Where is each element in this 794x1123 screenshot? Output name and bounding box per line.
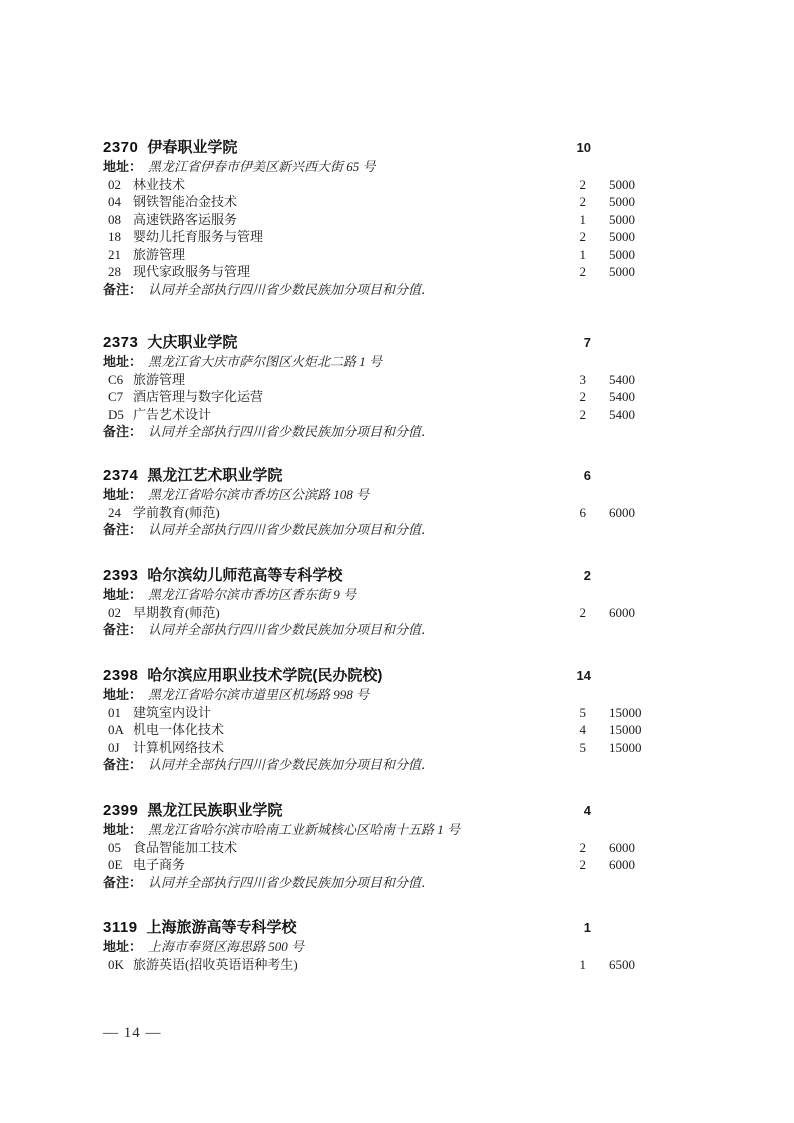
- remark-label: 备注：: [103, 874, 143, 890]
- major-quota: 2: [579, 176, 586, 192]
- address-row: [103, 938, 683, 956]
- remark-row: [103, 423, 683, 441]
- major-code: 02: [108, 176, 121, 192]
- major-quota: 2: [579, 194, 586, 209]
- address-label: 地址：: [103, 354, 143, 369]
- major-name: 广告艺术设计: [133, 406, 212, 422]
- school-address: 黑龙江省伊春市伊美区新兴西大街 65 号: [148, 159, 376, 174]
- school-total-quota: 10: [576, 140, 591, 155]
- school-address: 黑龙江省哈尔滨市道里区机场路 998 号: [148, 687, 370, 702]
- address-label: 地址：: [103, 587, 143, 602]
- major-row: [103, 956, 683, 974]
- school-total-quota: 2: [583, 568, 591, 583]
- school-name: 伊春职业学院: [147, 139, 238, 156]
- school-remark: 认同并全部执行四川省少数民族加分项目和分值．: [148, 281, 435, 297]
- school-block: [103, 566, 683, 639]
- major-row: [103, 721, 683, 739]
- remark-row: [103, 521, 683, 539]
- major-tuition: 5000: [609, 229, 635, 244]
- school-block: [103, 466, 683, 539]
- major-tuition: 5400: [609, 371, 635, 387]
- major-code: 04: [108, 194, 121, 209]
- school-total-quota: 7: [583, 335, 591, 350]
- address-label: 地址：: [103, 159, 143, 174]
- major-code: 18: [108, 229, 121, 244]
- school-header: [103, 801, 683, 821]
- major-row: [103, 406, 683, 424]
- school-name: 哈尔滨应用职业技术学院(民办院校): [147, 667, 383, 684]
- school-address: 黑龙江省哈尔滨市香坊区公滨路 108 号: [148, 487, 370, 502]
- major-code: 0J: [108, 739, 120, 755]
- school-block: [103, 666, 683, 774]
- major-code: 05: [108, 839, 121, 855]
- school-header: [103, 918, 683, 938]
- school-address: 黑龙江省大庆市萨尔图区火炬北二路 1 号: [148, 354, 383, 369]
- major-name: 钢铁智能冶金技术: [133, 194, 238, 209]
- major-name: 婴幼儿托育服务与管理: [133, 229, 264, 244]
- school-total-quota: 14: [576, 668, 591, 683]
- major-quota: 2: [579, 604, 586, 620]
- major-name: 电子商务: [133, 857, 186, 872]
- major-quota: 1: [579, 246, 586, 262]
- major-name: 学前教育(师范): [133, 504, 220, 520]
- major-quota: 2: [579, 839, 586, 855]
- major-name: 旅游英语(招收英语语种考生): [133, 956, 298, 972]
- major-row: [103, 388, 683, 406]
- major-quota: 5: [579, 739, 586, 755]
- school-block: [103, 801, 683, 891]
- major-tuition: 6000: [609, 857, 635, 872]
- major-code: C6: [108, 371, 124, 387]
- major-code: 28: [108, 264, 121, 279]
- address-row: [103, 821, 683, 839]
- school-total-quota: 1: [583, 920, 591, 935]
- school-total-quota: 6: [583, 468, 591, 483]
- major-tuition: 5400: [609, 389, 635, 404]
- remark-row: [103, 874, 683, 892]
- major-name: 高速铁路客运服务: [133, 211, 238, 227]
- major-row: [103, 839, 683, 857]
- major-quota: 1: [579, 211, 586, 227]
- major-quota: 2: [579, 389, 586, 404]
- major-tuition: 5000: [609, 176, 635, 192]
- address-row: [103, 586, 683, 604]
- school-code: 2370: [103, 139, 139, 156]
- school-address: 黑龙江省哈尔滨市哈南工业新城核心区哈南十五路 1 号: [148, 822, 461, 837]
- school-block: [103, 138, 683, 298]
- major-quota: 2: [579, 857, 586, 872]
- major-code: 0K: [108, 956, 124, 972]
- address-row: [103, 158, 683, 176]
- major-code: 0A: [108, 722, 124, 737]
- major-row: [103, 371, 683, 389]
- address-label: 地址：: [103, 939, 143, 954]
- major-code: 02: [108, 604, 121, 620]
- major-quota: 1: [579, 956, 586, 972]
- school-name: 哈尔滨幼儿师范高等专科学校: [147, 567, 343, 584]
- school-name: 黑龙江民族职业学院: [147, 802, 283, 819]
- major-row: [103, 246, 683, 264]
- major-row: [103, 704, 683, 722]
- major-code: C7: [108, 389, 124, 404]
- school-code: 2399: [103, 802, 139, 819]
- remark-label: 备注：: [103, 424, 143, 439]
- school-name: 大庆职业学院: [147, 334, 238, 351]
- school-code: 3119: [103, 919, 138, 936]
- major-tuition: 6000: [609, 604, 635, 620]
- major-name: 早期教育(师范): [133, 604, 220, 620]
- major-tuition: 5000: [609, 246, 635, 262]
- major-name: 林业技术: [133, 176, 186, 192]
- remark-label: 备注：: [103, 281, 143, 297]
- major-quota: 2: [579, 264, 586, 279]
- major-name: 旅游管理: [133, 371, 186, 387]
- school-code: 2398: [103, 667, 139, 684]
- major-tuition: 5000: [609, 211, 635, 227]
- remark-label: 备注：: [103, 522, 143, 537]
- major-quota: 2: [579, 229, 586, 244]
- major-tuition: 6500: [609, 956, 635, 972]
- school-header: [103, 666, 683, 686]
- major-name: 现代家政服务与管理: [133, 264, 251, 279]
- major-tuition: 6000: [609, 839, 635, 855]
- school-block: [103, 918, 683, 973]
- school-header: [103, 466, 683, 486]
- major-name: 旅游管理: [133, 246, 186, 262]
- school-header: [103, 566, 683, 586]
- address-row: [103, 486, 683, 504]
- school-remark: 认同并全部执行四川省少数民族加分项目和分值．: [148, 424, 435, 439]
- major-row: [103, 604, 683, 622]
- major-row: [103, 211, 683, 229]
- major-row: [103, 739, 683, 757]
- major-quota: 5: [579, 704, 586, 720]
- address-label: 地址：: [103, 487, 143, 502]
- remark-row: [103, 756, 683, 774]
- remark-row: [103, 281, 683, 299]
- major-name: 机电一体化技术: [133, 722, 225, 737]
- remark-label: 备注：: [103, 757, 143, 772]
- school-remark: 认同并全部执行四川省少数民族加分项目和分值．: [148, 874, 435, 890]
- school-remark: 认同并全部执行四川省少数民族加分项目和分值．: [148, 522, 435, 537]
- school-name: 上海旅游高等专科学校: [146, 919, 297, 936]
- major-code: 0E: [108, 857, 123, 872]
- major-code: 24: [108, 504, 121, 520]
- major-row: [103, 856, 683, 874]
- address-row: [103, 686, 683, 704]
- school-block: [103, 333, 683, 441]
- major-code: 21: [108, 246, 121, 262]
- major-tuition: 5400: [609, 406, 635, 422]
- major-code: 08: [108, 211, 121, 227]
- major-tuition: 5000: [609, 194, 635, 209]
- school-total-quota: 4: [583, 803, 591, 818]
- major-row: [103, 176, 683, 194]
- school-address: 黑龙江省哈尔滨市香坊区香东街 9 号: [148, 587, 357, 602]
- major-row: [103, 193, 683, 211]
- major-row: [103, 504, 683, 522]
- school-code: 2374: [103, 467, 139, 484]
- major-quota: 4: [579, 722, 586, 737]
- major-quota: 3: [579, 371, 586, 387]
- school-header: [103, 333, 683, 353]
- major-tuition: 5000: [609, 264, 635, 279]
- major-row: [103, 228, 683, 246]
- school-code: 2393: [103, 567, 139, 584]
- school-address: 上海市奉贤区海思路 500 号: [148, 939, 305, 954]
- address-label: 地址：: [103, 687, 143, 702]
- major-row: [103, 263, 683, 281]
- major-quota: 6: [579, 504, 586, 520]
- major-tuition: 15000: [609, 704, 642, 720]
- school-remark: 认同并全部执行四川省少数民族加分项目和分值．: [148, 622, 435, 637]
- major-name: 计算机网络技术: [133, 739, 225, 755]
- school-name: 黑龙江艺术职业学院: [147, 467, 283, 484]
- address-row: [103, 353, 683, 371]
- school-remark: 认同并全部执行四川省少数民族加分项目和分值．: [148, 757, 435, 772]
- remark-label: 备注：: [103, 622, 143, 637]
- remark-row: [103, 621, 683, 639]
- school-header: [103, 138, 683, 158]
- major-code: 01: [108, 704, 121, 720]
- major-tuition: 6000: [609, 504, 635, 520]
- major-name: 建筑室内设计: [133, 704, 212, 720]
- major-name: 食品智能加工技术: [133, 839, 238, 855]
- major-quota: 2: [579, 406, 586, 422]
- major-tuition: 15000: [609, 739, 642, 755]
- major-code: D5: [108, 406, 124, 422]
- school-code: 2373: [103, 334, 139, 351]
- page-number: — 14 —: [103, 1025, 162, 1041]
- major-name: 酒店管理与数字化运营: [133, 389, 264, 404]
- address-label: 地址：: [103, 822, 143, 837]
- major-tuition: 15000: [609, 722, 642, 737]
